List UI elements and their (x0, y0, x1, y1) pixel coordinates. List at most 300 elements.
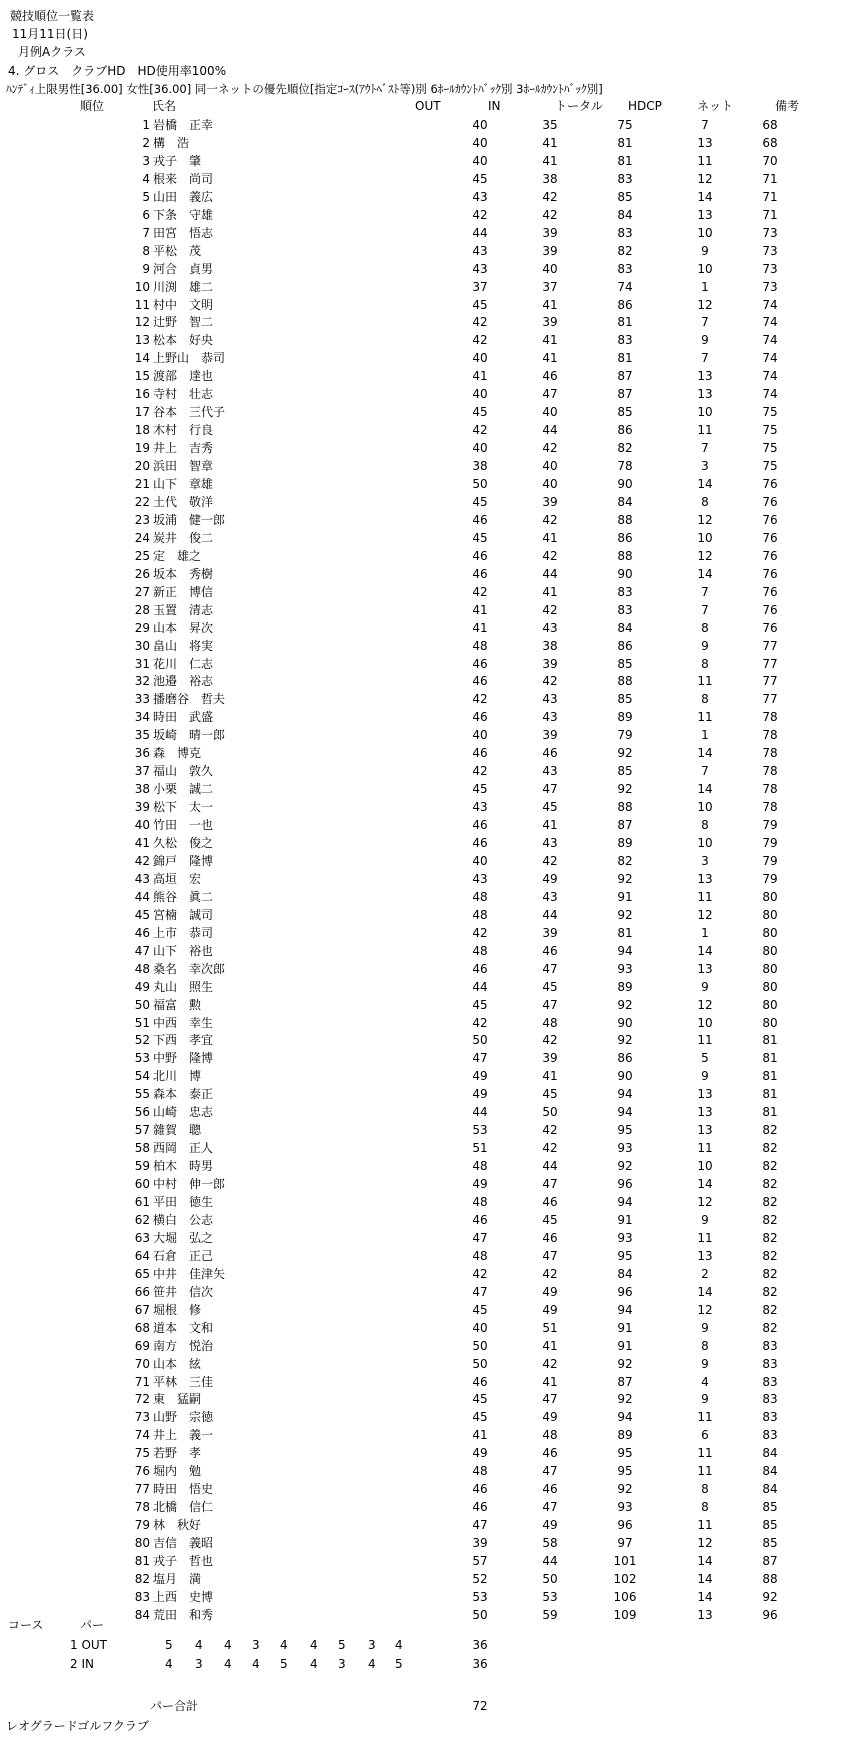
cell-total: 86 (617, 297, 633, 312)
par-total-label: パー合計 (150, 1699, 199, 1713)
cell-rank: 13 (134, 333, 150, 348)
cell-total: 85 (617, 189, 633, 204)
cell-rank: 2 (142, 135, 150, 150)
cell-out: 46 (472, 836, 488, 850)
table-row (0, 1390, 861, 1408)
cell-in: 41 (542, 818, 558, 833)
cell-rank: 34 (134, 710, 150, 725)
table-row (0, 1121, 861, 1139)
cell-hdcp: 9 (701, 638, 709, 653)
competition-name: 月例Aクラス (18, 45, 86, 59)
hole-par: 3 (368, 1638, 376, 1652)
cell-rank: 51 (134, 1015, 150, 1030)
cell-net: 82 (762, 1320, 778, 1335)
cell-net: 80 (762, 907, 778, 922)
table-row (0, 1175, 861, 1193)
cell-out: 48 (472, 1248, 488, 1263)
cell-out: 46 (472, 674, 488, 689)
cell-net: 85 (762, 1518, 778, 1533)
cell-hdcp: 14 (697, 477, 713, 491)
cell-name: 塩月 満 (153, 1571, 202, 1586)
cell-rank: 37 (134, 764, 150, 779)
table-row (0, 188, 861, 206)
cell-name: 木村 行良 (153, 423, 214, 438)
scoring-format: 4. グロス クラブHD HD使用率100% (8, 64, 227, 78)
cell-net: 75 (762, 459, 778, 474)
cell-rank: 61 (134, 1195, 150, 1209)
cell-rank: 44 (134, 889, 150, 904)
cell-hdcp: 7 (701, 351, 709, 366)
cell-in: 43 (542, 620, 558, 635)
cell-total: 81 (617, 925, 633, 940)
cell-in: 41 (542, 1374, 558, 1389)
table-row (0, 870, 861, 888)
cell-in: 39 (542, 656, 558, 671)
table-row (0, 1337, 861, 1355)
table-row (0, 547, 861, 565)
cell-net: 83 (762, 1392, 778, 1407)
cell-hdcp: 8 (701, 692, 709, 707)
cell-net: 80 (762, 979, 778, 994)
cell-net: 84 (762, 1482, 778, 1497)
cell-rank: 16 (134, 387, 150, 402)
par-row (0, 1655, 861, 1673)
cell-out: 42 (472, 423, 488, 438)
cell-hdcp: 8 (701, 1338, 709, 1353)
cell-name: 松本 好央 (153, 333, 214, 348)
cell-net: 92 (762, 1589, 778, 1604)
cell-net: 84 (762, 1464, 778, 1479)
cell-net: 78 (762, 728, 778, 743)
hole-par: 4 (224, 1638, 232, 1652)
table-row (0, 224, 861, 242)
cell-net: 81 (762, 1105, 778, 1120)
cell-hdcp: 8 (701, 1500, 709, 1515)
cell-net: 77 (762, 692, 778, 707)
cell-out: 46 (472, 1374, 488, 1389)
cell-rank: 26 (134, 566, 150, 581)
cell-in: 49 (542, 1284, 558, 1299)
table-row (0, 583, 861, 601)
cell-net: 80 (762, 1015, 778, 1030)
cell-net: 77 (762, 638, 778, 653)
table-row (0, 1067, 861, 1085)
cell-total: 94 (617, 1087, 633, 1102)
table-row (0, 1014, 861, 1032)
cell-hdcp: 9 (701, 979, 709, 994)
cell-out: 46 (472, 512, 488, 527)
cell-in: 46 (542, 1230, 558, 1245)
cell-out: 42 (472, 1266, 488, 1281)
cell-out: 49 (472, 1446, 488, 1461)
cell-out: 45 (472, 297, 488, 312)
cell-total: 90 (617, 1069, 633, 1084)
cell-out: 45 (472, 405, 488, 420)
cell-net: 81 (762, 1033, 778, 1048)
cell-net: 81 (762, 1087, 778, 1102)
cell-in: 39 (542, 243, 558, 258)
cell-out: 44 (472, 979, 488, 994)
cell-hdcp: 13 (697, 135, 713, 150)
cell-out: 43 (472, 800, 488, 815)
cell-name: 玉置 清志 (153, 602, 214, 617)
cell-rank: 68 (134, 1320, 150, 1335)
cell-rank: 55 (134, 1087, 150, 1102)
cell-out: 39 (472, 1536, 488, 1551)
cell-out: 41 (472, 369, 488, 384)
cell-rank: 42 (134, 853, 150, 868)
hole-par: 3 (195, 1657, 203, 1671)
table-row (0, 1229, 861, 1247)
cell-hdcp: 13 (697, 387, 713, 402)
cell-out: 47 (472, 1284, 488, 1299)
cell-net: 71 (762, 171, 778, 186)
cell-net: 85 (762, 1500, 778, 1515)
cell-name: 田宮 悟志 (153, 225, 214, 240)
cell-hdcp: 12 (697, 1195, 713, 1209)
cell-name: 柏木 時男 (153, 1159, 214, 1174)
cell-out: 47 (472, 1518, 488, 1533)
cell-hdcp: 11 (697, 1410, 713, 1425)
cell-hdcp: 10 (697, 225, 713, 240)
hole-par: 4 (310, 1657, 318, 1671)
cell-rank: 74 (134, 1428, 150, 1443)
table-row (0, 1301, 861, 1319)
cell-name: 村中 文明 (153, 297, 214, 312)
cell-in: 51 (542, 1320, 558, 1335)
cell-net: 77 (762, 656, 778, 671)
cell-name: 堀根 修 (153, 1302, 202, 1317)
cell-rank: 15 (134, 369, 150, 384)
cell-name: 上市 恭司 (153, 925, 214, 940)
col-out-header: OUT (415, 99, 441, 113)
cell-net: 83 (762, 1428, 778, 1443)
cell-rank: 66 (134, 1284, 150, 1299)
cell-out: 45 (472, 1392, 488, 1407)
cell-hdcp: 8 (701, 494, 709, 509)
cell-out: 46 (472, 548, 488, 563)
cell-name: 上西 史博 (153, 1589, 214, 1604)
cell-hdcp: 9 (701, 1320, 709, 1335)
cell-total: 92 (617, 1159, 633, 1174)
cell-name: 坂浦 健一郎 (153, 512, 226, 527)
cell-name: 平林 三佳 (153, 1374, 214, 1389)
cell-in: 59 (542, 1607, 558, 1622)
cell-name: 井上 義一 (153, 1428, 214, 1443)
table-row (0, 726, 861, 744)
cell-name: 中井 佳津矢 (153, 1266, 226, 1281)
cell-hdcp: 14 (697, 1571, 713, 1586)
cell-hdcp: 13 (697, 1123, 713, 1138)
cell-name: 森 博克 (153, 746, 202, 761)
cell-in: 42 (542, 207, 558, 222)
cell-net: 76 (762, 602, 778, 617)
cell-hdcp: 13 (697, 207, 713, 222)
cell-in: 35 (542, 118, 558, 132)
cell-out: 42 (472, 1015, 488, 1030)
cell-name: 山本 絃 (153, 1356, 202, 1371)
table-row (0, 296, 861, 314)
par-total-value: 72 (472, 1699, 488, 1713)
cell-rank: 36 (134, 746, 150, 761)
cell-net: 82 (762, 1159, 778, 1174)
cell-in: 42 (542, 548, 558, 563)
cell-rank: 6 (142, 207, 150, 222)
cell-name: 浜田 智章 (153, 459, 214, 474)
cell-out: 46 (472, 818, 488, 833)
cell-net: 82 (762, 1177, 778, 1192)
table-row (0, 924, 861, 942)
cell-total: 92 (617, 871, 633, 886)
cell-total: 88 (617, 674, 633, 689)
cell-in: 43 (542, 710, 558, 725)
cell-net: 75 (762, 423, 778, 438)
cell-hdcp: 11 (697, 1230, 713, 1245)
table-row (0, 834, 861, 852)
cell-total: 88 (617, 800, 633, 815)
cell-hdcp: 12 (697, 1302, 713, 1317)
cell-hdcp: 3 (701, 459, 709, 474)
hole-par: 4 (165, 1657, 173, 1671)
table-row (0, 385, 861, 403)
cell-hdcp: 10 (697, 836, 713, 850)
cell-name: 炭井 俊二 (153, 530, 214, 545)
cell-hdcp: 12 (697, 997, 713, 1012)
table-row (0, 349, 861, 367)
table-row (0, 1211, 861, 1229)
cell-hdcp: 7 (701, 764, 709, 779)
cell-in: 47 (542, 1248, 558, 1263)
cell-in: 48 (542, 1015, 558, 1030)
cell-hdcp: 11 (697, 889, 713, 904)
table-row (0, 1139, 861, 1157)
cell-rank: 72 (134, 1392, 150, 1407)
cell-out: 46 (472, 566, 488, 581)
table-row (0, 996, 861, 1014)
cell-name: 荒田 和秀 (153, 1607, 214, 1622)
cell-hdcp: 10 (697, 530, 713, 545)
cell-total: 83 (617, 602, 633, 617)
cell-total: 83 (617, 261, 633, 276)
table-row (0, 116, 861, 134)
table-row (0, 942, 861, 960)
cell-name: 河合 貞男 (153, 261, 214, 276)
cell-rank: 75 (134, 1446, 150, 1461)
table-row (0, 475, 861, 493)
cell-net: 74 (762, 333, 778, 348)
cell-out: 48 (472, 1464, 488, 1479)
cell-in: 58 (542, 1536, 558, 1551)
cell-net: 73 (762, 279, 778, 294)
cell-out: 48 (472, 889, 488, 904)
table-row (0, 403, 861, 421)
cell-out: 50 (472, 1356, 488, 1371)
table-row (0, 457, 861, 475)
table-row (0, 619, 861, 637)
cell-out: 45 (472, 171, 488, 186)
cell-out: 46 (472, 746, 488, 761)
cell-total: 79 (617, 728, 633, 743)
cell-hdcp: 11 (697, 1464, 713, 1479)
cell-total: 75 (617, 118, 633, 132)
table-row (0, 529, 861, 547)
cell-in: 46 (542, 1195, 558, 1209)
cell-total: 86 (617, 638, 633, 653)
cell-hdcp: 12 (697, 297, 713, 312)
cell-rank: 64 (134, 1248, 150, 1263)
table-row (0, 1552, 861, 1570)
course-label: コース (8, 1618, 44, 1632)
cell-net: 76 (762, 477, 778, 491)
cell-total: 87 (617, 818, 633, 833)
cell-hdcp: 14 (697, 566, 713, 581)
cell-name: 渡部 達也 (153, 369, 214, 384)
cell-hdcp: 10 (697, 405, 713, 420)
cell-net: 83 (762, 1356, 778, 1371)
cell-out: 48 (472, 907, 488, 922)
cell-net: 76 (762, 494, 778, 509)
cell-in: 42 (542, 1266, 558, 1281)
cell-rank: 35 (134, 728, 150, 743)
cell-hdcp: 7 (701, 315, 709, 330)
cell-total: 95 (617, 1123, 633, 1138)
cell-rank: 57 (134, 1123, 150, 1138)
cell-rank: 48 (134, 961, 150, 976)
cell-total: 83 (617, 584, 633, 599)
cell-in: 44 (542, 1554, 558, 1568)
cell-name: 構 浩 (153, 135, 190, 150)
table-row (0, 960, 861, 978)
table-row (0, 762, 861, 780)
cell-out: 50 (472, 1338, 488, 1353)
cell-net: 74 (762, 297, 778, 312)
cell-in: 50 (542, 1105, 558, 1120)
cell-hdcp: 13 (697, 1607, 713, 1622)
table-row (0, 672, 861, 690)
cell-name: 小栗 誠二 (153, 782, 214, 797)
cell-in: 47 (542, 961, 558, 976)
cell-in: 47 (542, 1464, 558, 1479)
handicap-rules: ﾊﾝﾃﾞｨ上限男性[36.00] 女性[36.00] 同一ネットの優先順位[指定ｺｰｽ(ｱｳﾄﾍﾞｽﾄ等)別 6ﾎｰﾙｶｳﾝﾄﾊﾞｯｸ別 3ﾎｰﾙｶｳﾝﾄﾊﾞｯｸ別] (6, 82, 603, 96)
cell-in: 47 (542, 1392, 558, 1407)
cell-hdcp: 13 (697, 1087, 713, 1102)
cell-name: 錦戸 隆博 (153, 853, 214, 868)
cell-hdcp: 13 (697, 1248, 713, 1263)
cell-out: 41 (472, 620, 488, 635)
table-row (0, 1516, 861, 1534)
cell-net: 74 (762, 315, 778, 330)
table-row (0, 134, 861, 152)
cell-hdcp: 7 (701, 602, 709, 617)
cell-total: 83 (617, 225, 633, 240)
cell-in: 42 (542, 674, 558, 689)
cell-in: 43 (542, 836, 558, 850)
cell-name: 定 雄之 (153, 548, 202, 563)
cell-out: 42 (472, 207, 488, 222)
cell-in: 47 (542, 1177, 558, 1192)
cell-hdcp: 14 (697, 1554, 713, 1568)
cell-in: 39 (542, 1051, 558, 1066)
course-par-total: 36 (472, 1638, 488, 1652)
cell-name: 熊谷 眞二 (153, 889, 214, 904)
cell-out: 46 (472, 1500, 488, 1515)
course-par-total: 36 (472, 1657, 488, 1671)
table-row (0, 601, 861, 619)
cell-name: 井上 吉秀 (153, 441, 214, 456)
table-row (0, 1588, 861, 1606)
cell-out: 40 (472, 1320, 488, 1335)
cell-total: 81 (617, 315, 633, 330)
cell-name: 岩橋 正幸 (153, 118, 214, 132)
cell-rank: 8 (142, 243, 150, 258)
cell-hdcp: 14 (697, 1177, 713, 1192)
cell-rank: 81 (134, 1554, 150, 1568)
cell-in: 49 (542, 1302, 558, 1317)
cell-net: 79 (762, 871, 778, 886)
cell-in: 41 (542, 1338, 558, 1353)
cell-rank: 7 (142, 225, 150, 240)
cell-rank: 12 (134, 315, 150, 330)
table-row (0, 511, 861, 529)
cell-hdcp: 1 (701, 925, 709, 940)
cell-net: 82 (762, 1230, 778, 1245)
table-row (0, 331, 861, 349)
col-name-header: 氏名 (152, 99, 177, 113)
cell-rank: 73 (134, 1410, 150, 1425)
table-row (0, 439, 861, 457)
table-row (0, 1265, 861, 1283)
cell-total: 81 (617, 153, 633, 168)
table-row (0, 1283, 861, 1301)
cell-in: 39 (542, 225, 558, 240)
cell-out: 40 (472, 135, 488, 150)
cell-hdcp: 7 (701, 118, 709, 132)
cell-total: 81 (617, 351, 633, 366)
cell-net: 71 (762, 207, 778, 222)
cell-total: 84 (617, 207, 633, 222)
cell-total: 92 (617, 997, 633, 1012)
cell-rank: 82 (134, 1571, 150, 1586)
cell-in: 44 (542, 423, 558, 438)
cell-hdcp: 12 (697, 171, 713, 186)
hole-par: 5 (395, 1657, 403, 1671)
cell-name: 山下 裕也 (153, 943, 214, 958)
cell-hdcp: 14 (697, 189, 713, 204)
cell-hdcp: 13 (697, 1105, 713, 1120)
cell-rank: 76 (134, 1464, 150, 1479)
cell-name: 久松 俊之 (153, 836, 214, 850)
cell-hdcp: 3 (701, 853, 709, 868)
cell-hdcp: 4 (701, 1374, 709, 1389)
cell-total: 84 (617, 1266, 633, 1281)
cell-net: 80 (762, 925, 778, 940)
cell-rank: 25 (134, 548, 150, 563)
cell-total: 90 (617, 1015, 633, 1030)
cell-name: 若野 孝 (153, 1446, 202, 1461)
table-row (0, 1480, 861, 1498)
cell-out: 37 (472, 279, 488, 294)
cell-name: 横白 公志 (153, 1212, 214, 1227)
cell-out: 50 (472, 1607, 488, 1622)
cell-hdcp: 14 (697, 1589, 713, 1604)
cell-net: 79 (762, 853, 778, 868)
cell-in: 38 (542, 171, 558, 186)
cell-name: 丸山 照生 (153, 979, 214, 994)
cell-total: 92 (617, 1392, 633, 1407)
cell-net: 81 (762, 1069, 778, 1084)
cell-total: 109 (613, 1607, 637, 1622)
table-row (0, 655, 861, 673)
